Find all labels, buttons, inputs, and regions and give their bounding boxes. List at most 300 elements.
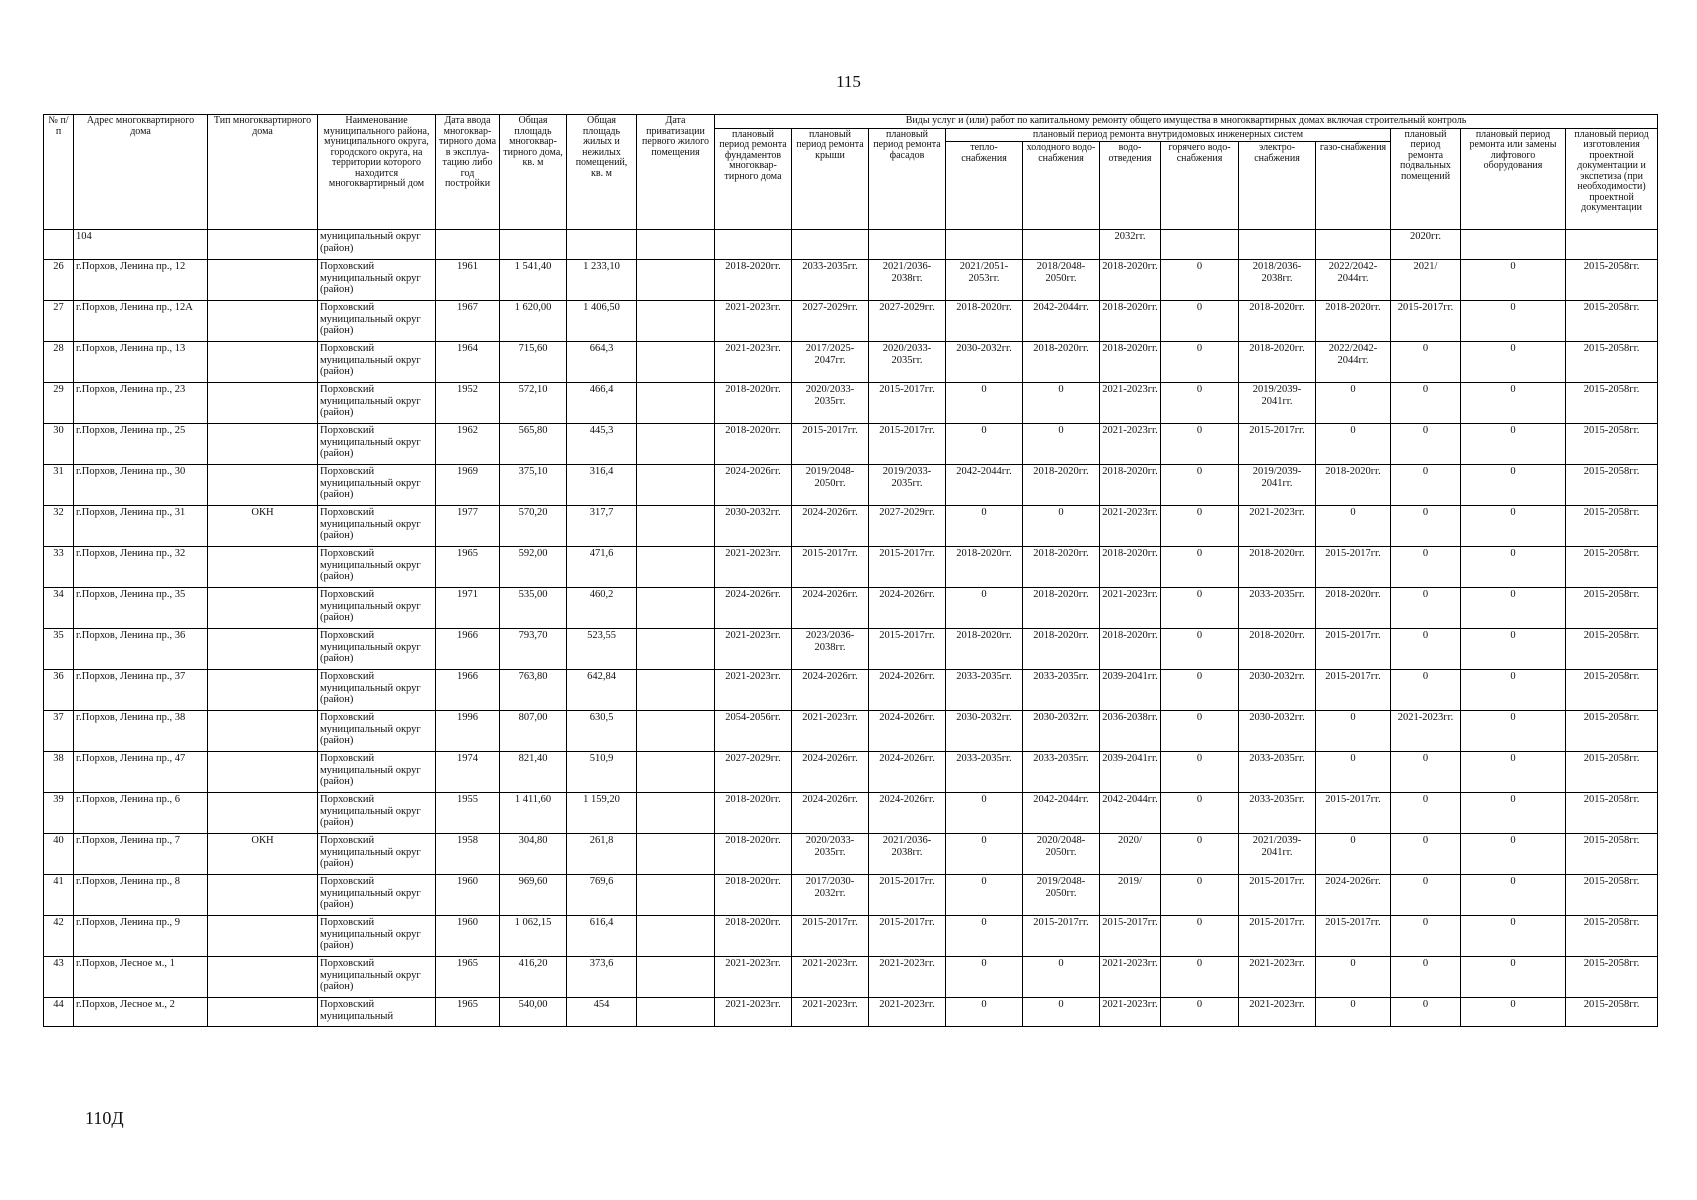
cell-gas: 2015-2017гг.	[1316, 629, 1391, 670]
cell-total-area: 540,00	[500, 998, 567, 1027]
cell-hot-water: 0	[1161, 629, 1239, 670]
cell-facade: 2021/2036-2038гг.	[869, 260, 946, 301]
cell-type: ОКН	[208, 834, 318, 875]
header-cold-water: холодного водо-снабжения	[1023, 142, 1100, 230]
cell-sewage: 2018-2020гг.	[1100, 465, 1161, 506]
cell-design: 2015-2058гг.	[1566, 424, 1658, 465]
cell-hot-water: 0	[1161, 793, 1239, 834]
cell-privatization	[637, 301, 715, 342]
cell-address: г.Порхов, Ленина пр., 38	[74, 711, 208, 752]
cell-privatization	[637, 834, 715, 875]
cell-gas: 2022/2042-2044гг.	[1316, 342, 1391, 383]
cell-roof: 2027-2029гг.	[792, 301, 869, 342]
cell-hot-water: 0	[1161, 752, 1239, 793]
cell-foundation: 2030-2032гг.	[715, 506, 792, 547]
cell-year: 1965	[436, 957, 500, 998]
cell-design: 2015-2058гг.	[1566, 916, 1658, 957]
cell-total-area: 763,80	[500, 670, 567, 711]
cell-sewage: 2039-2041гг.	[1100, 670, 1161, 711]
cell-living-area: 373,6	[567, 957, 637, 998]
cell-cold-water: 2033-2035гг.	[1023, 670, 1100, 711]
cell-electric: 2021-2023гг.	[1239, 957, 1316, 998]
cell-sewage: 2042-2044гг.	[1100, 793, 1161, 834]
cell-living-area: 1 233,10	[567, 260, 637, 301]
cell-basement: 0	[1391, 506, 1461, 547]
cell-address: г.Порхов, Ленина пр., 32	[74, 547, 208, 588]
cell-facade: 2021-2023гг.	[869, 998, 946, 1027]
cell-electric: 2033-2035гг.	[1239, 752, 1316, 793]
cell-cold-water: 2018/2048-2050гг.	[1023, 260, 1100, 301]
cell-sewage: 2036-2038гг.	[1100, 711, 1161, 752]
cell-elevator: 0	[1461, 752, 1566, 793]
cell-roof: 2021-2023гг.	[792, 711, 869, 752]
cell-type	[208, 916, 318, 957]
cell-roof: 2015-2017гг.	[792, 916, 869, 957]
cell-sewage: 2020/	[1100, 834, 1161, 875]
header-design: плановый период изготовления проектной документации и экспетиза (при необходимости) проектной документации	[1566, 128, 1658, 230]
cell-type: ОКН	[208, 506, 318, 547]
cell-living-area: 460,2	[567, 588, 637, 629]
cell-hot-water: 0	[1161, 260, 1239, 301]
cell-living-area: 454	[567, 998, 637, 1027]
cell-total-area: 592,00	[500, 547, 567, 588]
cell-basement: 0	[1391, 752, 1461, 793]
header-foundation: плановый период ремонта фундаментов многоквар-тирного дома	[715, 128, 792, 230]
cell-elevator: 0	[1461, 301, 1566, 342]
cell-elevator: 0	[1461, 875, 1566, 916]
cell-type	[208, 957, 318, 998]
cell-privatization	[637, 342, 715, 383]
cell-basement: 2021/	[1391, 260, 1461, 301]
cell-heat: 2030-2032гг.	[946, 342, 1023, 383]
cell-address: г.Порхов, Ленина пр., 36	[74, 629, 208, 670]
cell-hot-water: 0	[1161, 383, 1239, 424]
cell-address: г.Порхов, Ленина пр., 25	[74, 424, 208, 465]
cell-living-area: 466,4	[567, 383, 637, 424]
cell-living-area: 317,7	[567, 506, 637, 547]
cell-living-area: 664,3	[567, 342, 637, 383]
table-row	[44, 711, 1658, 752]
cell-type	[208, 752, 318, 793]
cell-district: Порховский муниципальный округ (район)	[318, 957, 436, 998]
cell-foundation: 2018-2020гг.	[715, 793, 792, 834]
cell-sewage: 2018-2020гг.	[1100, 629, 1161, 670]
cell-foundation: 2021-2023гг.	[715, 957, 792, 998]
cell-privatization	[637, 230, 715, 260]
header-elevator: плановый период ремонта или замены лифтового оборудования	[1461, 128, 1566, 230]
cell-total-area: 572,10	[500, 383, 567, 424]
cell-gas: 0	[1316, 383, 1391, 424]
cell-heat: 2042-2044гг.	[946, 465, 1023, 506]
cell-electric: 2015-2017гг.	[1239, 916, 1316, 957]
cell-electric: 2030-2032гг.	[1239, 670, 1316, 711]
cell-design: 2015-2058гг.	[1566, 793, 1658, 834]
cell-basement: 0	[1391, 916, 1461, 957]
cell-total-area: 807,00	[500, 711, 567, 752]
cell-address: г.Порхов, Ленина пр., 30	[74, 465, 208, 506]
cell-elevator: 0	[1461, 342, 1566, 383]
cell-sewage: 2018-2020гг.	[1100, 547, 1161, 588]
cell-year: 1964	[436, 342, 500, 383]
cell-heat: 2018-2020гг.	[946, 547, 1023, 588]
cell-elevator: 0	[1461, 711, 1566, 752]
cell-gas: 0	[1316, 752, 1391, 793]
cell-n: 41	[44, 875, 74, 916]
cell-design: 2015-2058гг.	[1566, 629, 1658, 670]
cell-hot-water: 0	[1161, 916, 1239, 957]
cell-n: 34	[44, 588, 74, 629]
cell-year: 1996	[436, 711, 500, 752]
cell-electric	[1239, 230, 1316, 260]
cell-electric: 2015-2017гг.	[1239, 424, 1316, 465]
cell-foundation: 2021-2023гг.	[715, 342, 792, 383]
table-row	[44, 629, 1658, 670]
cell-n: 26	[44, 260, 74, 301]
cell-basement: 0	[1391, 342, 1461, 383]
cell-facade: 2019/2033-2035гг.	[869, 465, 946, 506]
cell-total-area: 570,20	[500, 506, 567, 547]
cell-address: г.Порхов, Ленина пр., 37	[74, 670, 208, 711]
cell-electric: 2033-2035гг.	[1239, 793, 1316, 834]
cell-sewage: 2039-2041гг.	[1100, 752, 1161, 793]
cell-cold-water: 2042-2044гг.	[1023, 793, 1100, 834]
cell-cold-water: 0	[1023, 998, 1100, 1027]
cell-type	[208, 547, 318, 588]
cell-n: 36	[44, 670, 74, 711]
cell-foundation: 2018-2020гг.	[715, 834, 792, 875]
cell-foundation: 2018-2020гг.	[715, 383, 792, 424]
cell-elevator: 0	[1461, 506, 1566, 547]
cell-cold-water: 2019/2048-2050гг.	[1023, 875, 1100, 916]
cell-privatization	[637, 793, 715, 834]
cell-address: г.Порхов, Лесное м., 2	[74, 998, 208, 1027]
cell-type	[208, 230, 318, 260]
cell-hot-water: 0	[1161, 670, 1239, 711]
cell-type	[208, 260, 318, 301]
cell-n: 44	[44, 998, 74, 1027]
cell-gas: 2024-2026гг.	[1316, 875, 1391, 916]
cell-gas: 2015-2017гг.	[1316, 916, 1391, 957]
cell-foundation: 2018-2020гг.	[715, 424, 792, 465]
cell-electric: 2021/2039-2041гг.	[1239, 834, 1316, 875]
header-engineering-group: плановый период ремонта внутридомовых инженерных систем	[946, 128, 1391, 142]
cell-design: 2015-2058гг.	[1566, 752, 1658, 793]
cell-design: 2015-2058гг.	[1566, 670, 1658, 711]
cell-foundation: 2021-2023гг.	[715, 547, 792, 588]
cell-heat: 0	[946, 998, 1023, 1027]
table-row	[44, 916, 1658, 957]
cell-year: 1966	[436, 670, 500, 711]
cell-heat: 0	[946, 588, 1023, 629]
cell-basement: 0	[1391, 957, 1461, 998]
cell-district: муниципальный округ (район)	[318, 230, 436, 260]
cell-heat	[946, 230, 1023, 260]
cell-elevator: 0	[1461, 916, 1566, 957]
cell-gas: 2015-2017гг.	[1316, 670, 1391, 711]
cell-n: 35	[44, 629, 74, 670]
cell-address: г.Порхов, Ленина пр., 8	[74, 875, 208, 916]
cell-district: Порховский муниципальный округ (район)	[318, 465, 436, 506]
cell-gas: 2022/2042-2044гг.	[1316, 260, 1391, 301]
cell-roof: 2033-2035гг.	[792, 260, 869, 301]
cell-hot-water: 0	[1161, 998, 1239, 1027]
cell-sewage: 2018-2020гг.	[1100, 342, 1161, 383]
cell-year: 1967	[436, 301, 500, 342]
cell-design: 2015-2058гг.	[1566, 547, 1658, 588]
header-basement: плановый период ремонта подвальных помещений	[1391, 128, 1461, 230]
table-row	[44, 875, 1658, 916]
cell-total-area: 304,80	[500, 834, 567, 875]
cell-elevator: 0	[1461, 465, 1566, 506]
cell-address: г.Порхов, Ленина пр., 47	[74, 752, 208, 793]
cell-basement: 0	[1391, 875, 1461, 916]
header-gas: газо-снабжения	[1316, 142, 1391, 230]
cell-privatization	[637, 506, 715, 547]
cell-district: Порховский муниципальный округ (район)	[318, 916, 436, 957]
cell-n: 28	[44, 342, 74, 383]
cell-living-area: 471,6	[567, 547, 637, 588]
cell-facade: 2015-2017гг.	[869, 547, 946, 588]
cell-elevator	[1461, 230, 1566, 260]
cell-basement: 0	[1391, 588, 1461, 629]
cell-district: Порховский муниципальный округ (район)	[318, 629, 436, 670]
cell-total-area: 793,70	[500, 629, 567, 670]
cell-foundation: 2024-2026гг.	[715, 465, 792, 506]
cell-facade: 2024-2026гг.	[869, 670, 946, 711]
cell-cold-water	[1023, 230, 1100, 260]
cell-sewage: 2032гг.	[1100, 230, 1161, 260]
cell-cold-water: 0	[1023, 383, 1100, 424]
cell-heat: 0	[946, 506, 1023, 547]
cell-privatization	[637, 670, 715, 711]
cell-roof: 2023/2036-2038гг.	[792, 629, 869, 670]
cell-living-area: 630,5	[567, 711, 637, 752]
cell-facade: 2020/2033-2035гг.	[869, 342, 946, 383]
cell-total-area: 969,60	[500, 875, 567, 916]
cell-n: 37	[44, 711, 74, 752]
cell-total-area: 1 062,15	[500, 916, 567, 957]
cell-type	[208, 465, 318, 506]
cell-facade: 2027-2029гг.	[869, 506, 946, 547]
cell-design: 2015-2058гг.	[1566, 834, 1658, 875]
cell-roof: 2024-2026гг.	[792, 793, 869, 834]
cell-cold-water: 2018-2020гг.	[1023, 547, 1100, 588]
cell-living-area	[567, 230, 637, 260]
cell-district: Порховский муниципальный округ (район)	[318, 752, 436, 793]
cell-heat: 2021/2051-2053гг.	[946, 260, 1023, 301]
cell-year: 1960	[436, 916, 500, 957]
cell-year: 1969	[436, 465, 500, 506]
cell-hot-water: 0	[1161, 957, 1239, 998]
cell-district: Порховский муниципальный округ (район)	[318, 793, 436, 834]
cell-basement: 0	[1391, 629, 1461, 670]
cell-gas: 2018-2020гг.	[1316, 588, 1391, 629]
cell-elevator: 0	[1461, 793, 1566, 834]
cell-roof: 2024-2026гг.	[792, 752, 869, 793]
cell-facade: 2021-2023гг.	[869, 957, 946, 998]
cell-privatization	[637, 875, 715, 916]
cell-heat: 0	[946, 916, 1023, 957]
cell-year: 1965	[436, 998, 500, 1027]
cell-facade: 2015-2017гг.	[869, 424, 946, 465]
table-row	[44, 424, 1658, 465]
cell-address: г.Порхов, Ленина пр., 6	[74, 793, 208, 834]
cell-sewage: 2021-2023гг.	[1100, 957, 1161, 998]
cell-gas: 0	[1316, 506, 1391, 547]
cell-hot-water: 0	[1161, 424, 1239, 465]
cell-district: Порховский муниципальный округ (район)	[318, 588, 436, 629]
cell-basement: 0	[1391, 998, 1461, 1027]
cell-year: 1977	[436, 506, 500, 547]
cell-design	[1566, 230, 1658, 260]
cell-n: 43	[44, 957, 74, 998]
cell-living-area: 261,8	[567, 834, 637, 875]
cell-foundation: 2024-2026гг.	[715, 588, 792, 629]
cell-foundation: 2021-2023гг.	[715, 629, 792, 670]
cell-gas: 0	[1316, 998, 1391, 1027]
cell-living-area: 445,3	[567, 424, 637, 465]
cell-electric: 2018/2036-2038гг.	[1239, 260, 1316, 301]
cell-heat: 0	[946, 793, 1023, 834]
cell-electric: 2021-2023гг.	[1239, 506, 1316, 547]
cell-cold-water: 2033-2035гг.	[1023, 752, 1100, 793]
cell-living-area: 1 159,20	[567, 793, 637, 834]
cell-design: 2015-2058гг.	[1566, 875, 1658, 916]
cell-type	[208, 875, 318, 916]
cell-electric: 2018-2020гг.	[1239, 301, 1316, 342]
cell-district: Порховский муниципальный округ (район)	[318, 547, 436, 588]
header-district: Наименование муниципального района, муниципального округа, городского округа, на территории которого находится многоквартирный дом	[318, 115, 436, 230]
cell-cold-water: 0	[1023, 424, 1100, 465]
header-heat: тепло-снабжения	[946, 142, 1023, 230]
cell-foundation: 2027-2029гг.	[715, 752, 792, 793]
cell-cold-water: 2030-2032гг.	[1023, 711, 1100, 752]
cell-district: Порховский муниципальный округ (район)	[318, 875, 436, 916]
cell-gas: 0	[1316, 957, 1391, 998]
cell-basement: 0	[1391, 670, 1461, 711]
cell-facade: 2021/2036-2038гг.	[869, 834, 946, 875]
cell-heat: 2033-2035гг.	[946, 670, 1023, 711]
cell-living-area: 316,4	[567, 465, 637, 506]
cell-facade: 2024-2026гг.	[869, 588, 946, 629]
cell-sewage: 2021-2023гг.	[1100, 588, 1161, 629]
cell-living-area: 1 406,50	[567, 301, 637, 342]
cell-roof: 2024-2026гг.	[792, 670, 869, 711]
cell-total-area: 565,80	[500, 424, 567, 465]
cell-district: Порховский муниципальный округ (район)	[318, 834, 436, 875]
cell-roof: 2017/2025-2047гг.	[792, 342, 869, 383]
cell-n	[44, 230, 74, 260]
cell-year: 1958	[436, 834, 500, 875]
cell-district: Порховский муниципальный округ (район)	[318, 670, 436, 711]
cell-sewage: 2019/	[1100, 875, 1161, 916]
cell-foundation: 2018-2020гг.	[715, 260, 792, 301]
cell-year: 1974	[436, 752, 500, 793]
table-row	[44, 834, 1658, 875]
cell-total-area: 535,00	[500, 588, 567, 629]
cell-district: Порховский муниципальный	[318, 998, 436, 1027]
cell-district: Порховский муниципальный округ (район)	[318, 301, 436, 342]
cell-gas: 2018-2020гг.	[1316, 465, 1391, 506]
cell-elevator: 0	[1461, 260, 1566, 301]
cell-design: 2015-2058гг.	[1566, 465, 1658, 506]
cell-total-area: 715,60	[500, 342, 567, 383]
cell-hot-water: 0	[1161, 342, 1239, 383]
cell-elevator: 0	[1461, 998, 1566, 1027]
cell-facade: 2024-2026гг.	[869, 793, 946, 834]
cell-hot-water: 0	[1161, 875, 1239, 916]
cell-district: Порховский муниципальный округ (район)	[318, 260, 436, 301]
cell-n: 33	[44, 547, 74, 588]
cell-address: 104	[74, 230, 208, 260]
cell-hot-water: 0	[1161, 834, 1239, 875]
cell-basement: 0	[1391, 793, 1461, 834]
cell-heat: 2018-2020гг.	[946, 301, 1023, 342]
cell-facade: 2015-2017гг.	[869, 383, 946, 424]
header-total-area: Общая площадь многоквар-тирного дома, кв. м	[500, 115, 567, 230]
header-hot-water: горячего водо-снабжения	[1161, 142, 1239, 230]
table-row	[44, 342, 1658, 383]
cell-type	[208, 342, 318, 383]
table-row	[44, 260, 1658, 301]
cell-heat: 2030-2032гг.	[946, 711, 1023, 752]
cell-gas: 0	[1316, 424, 1391, 465]
cell-type	[208, 711, 318, 752]
cell-privatization	[637, 260, 715, 301]
cell-sewage: 2021-2023гг.	[1100, 506, 1161, 547]
cell-total-area: 416,20	[500, 957, 567, 998]
cell-design: 2015-2058гг.	[1566, 588, 1658, 629]
cell-sewage: 2021-2023гг.	[1100, 383, 1161, 424]
cell-heat: 0	[946, 875, 1023, 916]
cell-foundation: 2018-2020гг.	[715, 916, 792, 957]
cell-privatization	[637, 711, 715, 752]
cell-n: 30	[44, 424, 74, 465]
header-facade: плановый период ремонта фасадов	[869, 128, 946, 230]
cell-gas: 2015-2017гг.	[1316, 793, 1391, 834]
cell-basement: 2021-2023гг.	[1391, 711, 1461, 752]
page-number: 115	[836, 72, 861, 91]
cell-design: 2015-2058гг.	[1566, 998, 1658, 1027]
cell-roof: 2020/2033-2035гг.	[792, 834, 869, 875]
cell-elevator: 0	[1461, 383, 1566, 424]
cell-basement: 0	[1391, 834, 1461, 875]
cell-elevator: 0	[1461, 424, 1566, 465]
cell-hot-water: 0	[1161, 547, 1239, 588]
table-row	[44, 547, 1658, 588]
cell-electric: 2018-2020гг.	[1239, 342, 1316, 383]
cell-address: г.Порхов, Ленина пр., 12А	[74, 301, 208, 342]
cell-facade: 2015-2017гг.	[869, 875, 946, 916]
cell-total-area: 821,40	[500, 752, 567, 793]
cell-design: 2015-2058гг.	[1566, 711, 1658, 752]
cell-year: 1966	[436, 629, 500, 670]
cell-cold-water: 2015-2017гг.	[1023, 916, 1100, 957]
cell-n: 40	[44, 834, 74, 875]
cell-living-area: 642,84	[567, 670, 637, 711]
cell-heat: 0	[946, 957, 1023, 998]
cell-cold-water: 2018-2020гг.	[1023, 342, 1100, 383]
cell-gas: 0	[1316, 834, 1391, 875]
header-works-group: Виды услуг и (или) работ по капитальному ремонту общего имущества в многоквартирных домах включая строительный контроль	[715, 115, 1658, 129]
cell-sewage: 2018-2020гг.	[1100, 260, 1161, 301]
cell-basement: 2020гг.	[1391, 230, 1461, 260]
cell-year: 1965	[436, 547, 500, 588]
cell-n: 38	[44, 752, 74, 793]
cell-cold-water: 2018-2020гг.	[1023, 588, 1100, 629]
table-body	[44, 230, 1658, 1027]
table-row	[44, 670, 1658, 711]
